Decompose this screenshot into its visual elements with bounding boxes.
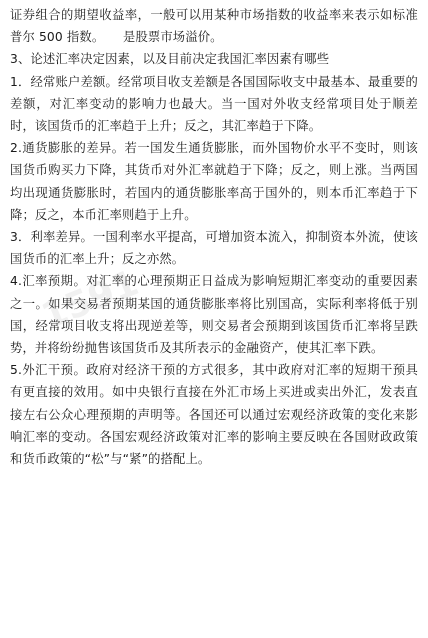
paragraph-capm-note: 证券组合的期望收益率，一般可以用某种市场指数的收益率来表示如标准普尔 500 指数。 是股票市场溢价。 xyxy=(10,8,418,45)
question-heading: 3、论述汇率决定因素，以及目前决定我国汇率因素有哪些 xyxy=(10,52,330,67)
paragraph-interest-rate: 3．利率差异。一国利率水平提高，可增加资本流入，抑制资本外流，使该国货币的汇率上升；反之亦然。 xyxy=(10,230,418,267)
paragraph-expectations: 4.汇率预期。对汇率的心理预期正日益成为影响短期汇率变动的重要因素之一。如果交易者预期某国的通货膨胀率将比别国高，实际利率将低于别国，经常项目收支将出现逆差等，则交易者会预期到该国货币汇率将呈跌势，并将纷纷抛售该国货币及其所表示的金融资产，使其汇率下跌。 xyxy=(10,274,418,356)
paragraph-intervention: 5.外汇干预。政府对经济干预的方式很多，其中政府对汇率的短期干预具有更直接的效用。如中央银行直接在外汇市场上买进或卖出外汇，发表直接左右公众心理预期的声明等。各国还可以通过宏观经济政策的变化来影响汇率的变动。各国宏观经济政策对汇率的影响主要反映在各国财政政策和货币政策的“松”与“紧”的搭配上。 xyxy=(10,363,418,467)
paragraph-current-account: 1．经常账户差额。经常项目收支差额是各国国际收支中最基本、最重要的差额，对汇率变动的影响力也最大。当一国对外收支经常项目处于顺差时，该国货币的汇率趋于上升；反之，其汇率趋于下降。 xyxy=(10,74,418,134)
watermark: 1591 xyxy=(36,262,145,339)
paragraph-inflation: 2.通货膨胀的差异。若一国发生通货膨胀，而外国物价水平不变时，则该国货币购买力下降，其货币对外汇率就趋于下降；反之，则上涨。当两国均出现通货膨胀时，若国内的通货膨胀率高于国外的，则本币汇率趋于下降；反之，本币汇率则趋于上升。 xyxy=(10,141,418,222)
